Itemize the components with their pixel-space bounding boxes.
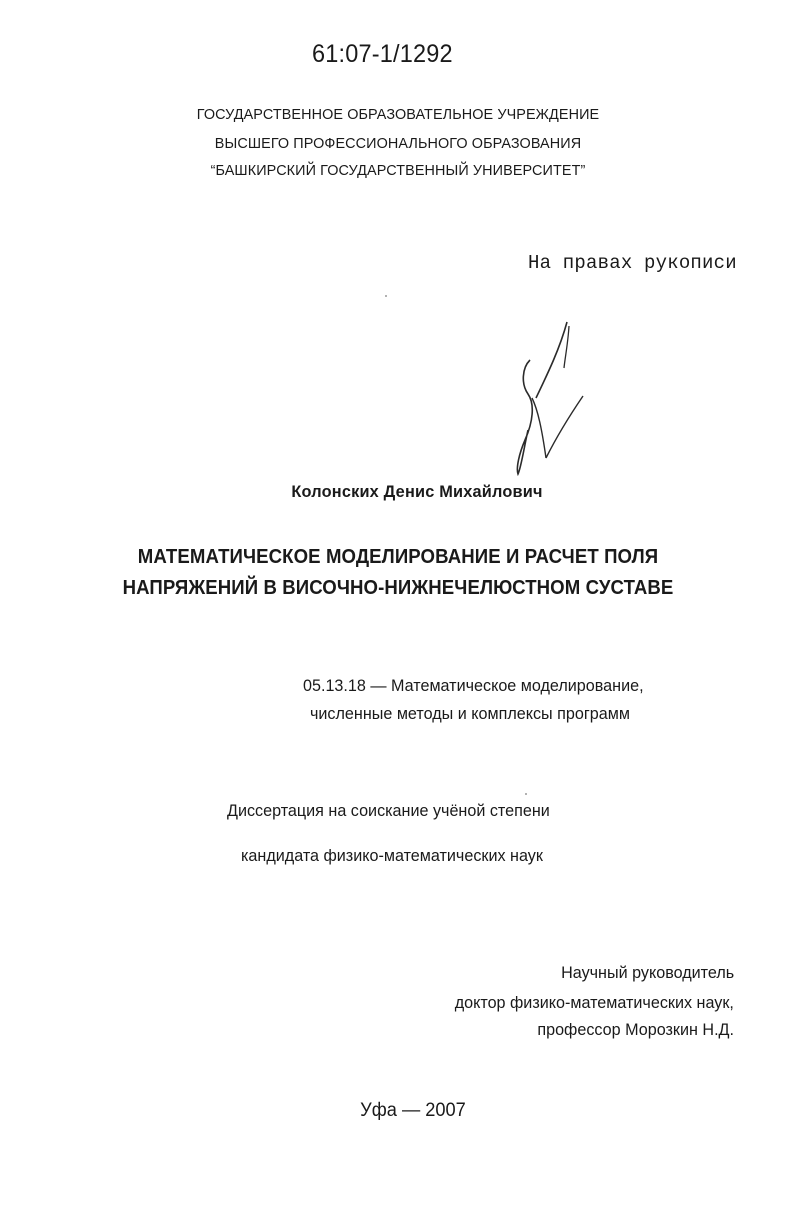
city-year: Уфа — 2007 [360, 1100, 466, 1121]
registry-code: 61:07-1/1292 [312, 40, 453, 68]
degree-line-1: Диссертация на соискание учёной степени [227, 801, 550, 820]
organization-line-2: ВЫСШЕГО ПРОФЕССИОНАЛЬНОГО ОБРАЗОВАНИЯ [214, 135, 582, 152]
specialty-line-2: численные методы и комплексы программ [310, 704, 630, 723]
manuscript-note: На правах рукописи [528, 252, 737, 274]
scan-speck [525, 793, 527, 795]
specialty-line-1: 05.13.18 — Математическое моделирование, [303, 676, 644, 695]
organization-line-3: “БАШКИРСКИЙ ГОСУДАРСТВЕННЫЙ УНИВЕРСИТЕТ” [210, 162, 586, 179]
dissertation-title-line-1: МАТЕМАТИЧЕСКОЕ МОДЕЛИРОВАНИЕ И РАСЧЕТ ПОЛЯ [137, 546, 659, 568]
author-name: Колонских Денис Михайлович [291, 482, 543, 501]
degree-line-2: кандидата физико-математических наук [241, 846, 543, 865]
author-signature [508, 318, 592, 478]
organization-line-1: ГОСУДАРСТВЕННОЕ ОБРАЗОВАТЕЛЬНОЕ УЧРЕЖДЕНИЕ [196, 106, 600, 123]
dissertation-title-line-2: НАПРЯЖЕНИЙ В ВИСОЧНО-НИЖНЕЧЕЛЮСТНОМ СУСТАВЕ [122, 577, 674, 599]
advisor-line-2: доктор физико-математических наук, [454, 993, 734, 1012]
scan-speck [385, 295, 387, 297]
advisor-line-1: Научный руководитель [560, 963, 734, 982]
advisor-line-3: профессор Морозкин Н.Д. [537, 1020, 734, 1039]
